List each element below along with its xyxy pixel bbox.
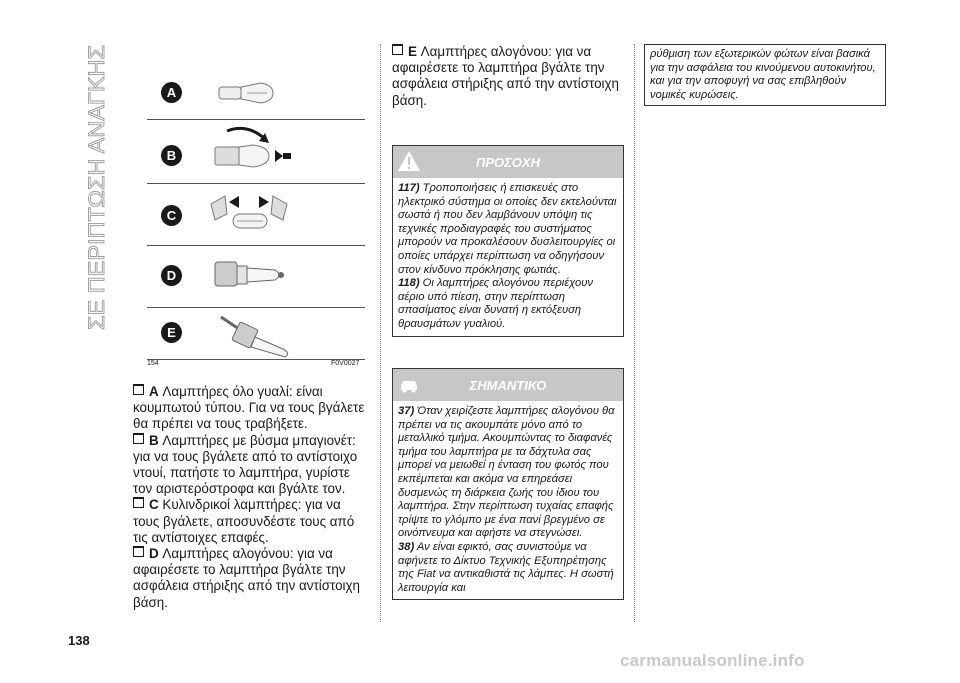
item-letter: C: [149, 497, 159, 513]
item-text: Κυλινδρικοί λαμπτήρες: για να τους βγάλετε, αποσυνδέστε τους από τις αντίστοιχες επαφές.: [133, 497, 355, 545]
important-text: Αν είναι εφικτό, σας συνιστούμε να αφήνετε το Δίκτυο Τεχνικής Εξυπηρέτησης της Fiat να αντικαθιστά τις λάμπες. Η σωστή λειτουργία και: [398, 540, 614, 594]
item-letter: D: [149, 546, 159, 562]
halogen-bulb-d-icon: [209, 250, 309, 306]
important-text: Όταν χειρίζεστε λαμπτήρες αλογόνου θα πρέπει να τις ακουμπάτε μόνο από το μεταλλικό τμήμα. Ακουμπώντας το διαφανές τμήμα του λαμπτήρα με τα δάχτυλα σας μπορεί να μειωθεί η ένταση του φωτός που εκπέμπεται και ακόμα να επηρεάσει δυσμενώς τη διάρκεια ζωής του ίδιου του λαμπτήρα. Στην περίπτωση τυχαίας επαφής τρίψτε το γλόμπο με ένα πανί βρεγμένο σε οινόπνευμα και αφήστε να στεγνώσει.: [398, 405, 615, 540]
item-text: Λαμπτήρες αλογόνου: για να αφαιρέσετε το λαμπτήρα βγάλτε την ασφάλεια στήριξης από την αντίστοιχη βάση.: [392, 44, 620, 108]
item-e: [392, 44, 624, 109]
figure-divider: [147, 245, 365, 246]
continued-text: ρύθμιση των εξωτερικών φώτων είναι βασικά για την ασφάλεια του κινούμενου αυτοκινήτου, και για την αποφυγή να σας επιβληθούν νομικές κυρώσεις.: [650, 48, 876, 101]
bullet-square-icon: [133, 433, 144, 444]
figure-divider: [147, 307, 365, 308]
important-header: [393, 369, 623, 401]
important-title: ΣΗΜΑΝΤΙΚΟ: [469, 378, 547, 393]
bullet-square-icon: [392, 44, 403, 55]
note-number: 117): [398, 182, 420, 194]
caution-body: [393, 178, 623, 336]
figure-divider: [147, 183, 365, 184]
halogen-bulb-e-icon: [213, 309, 313, 359]
item-b: [133, 433, 369, 498]
column-divider: [634, 44, 635, 622]
bullet-square-icon: [133, 546, 144, 557]
bulb-types-figure: [147, 55, 365, 360]
item-text: Λαμπτήρες με βύσμα μπαγιονέτ: για να τους βγάλετε από το αντίστοιχο ντουί, πατήστε το λαμπτήρα, γυρίστε τον αριστερόστροφα και βγάλτε τον.: [133, 432, 358, 497]
bullet-square-icon: [133, 497, 144, 508]
item-text: Λαμπτήρες όλο γυαλί: είναι κουμπωτού τύπου. Για να τους βγάλετε θα πρέπει να τους τραβήξετε.: [133, 384, 365, 432]
item-c: [133, 497, 369, 546]
figure-label-d: D: [161, 265, 182, 286]
figure-label-e: E: [161, 322, 182, 343]
wedge-bulb-icon: [213, 73, 303, 113]
bayonet-bulb-icon: [207, 125, 307, 181]
page-number: 138: [68, 633, 90, 648]
festoon-bulb-icon: [207, 190, 307, 240]
figure-label-a: A: [161, 82, 182, 103]
caution-header: [393, 146, 623, 178]
item-letter: E: [408, 44, 417, 59]
important-box: [392, 368, 624, 600]
figure-number: 154: [147, 360, 159, 367]
caution-text: Τροποποιήσεις ή επισκευές στο ηλεκτρικό σύστημα οι οποίες δεν εκτελούνται σωστά ή που δεν λαμβάνουν υπόψη τις τεχνικές προδιαγραφές του συστήματος μπορούν να προκαλέσουν δυσλειτουργίες οι οποίες υπάρχει περίπτωση να οδηγήσουν στον κίνδυνο πρόκλησης φωτιάς.: [398, 182, 617, 276]
caution-title: ΠΡΟΣΟΧΗ: [476, 155, 540, 170]
figure-label-c: C: [161, 205, 182, 226]
caution-box: [392, 145, 624, 337]
item-text: Λαμπτήρες αλογόνου: για να αφαιρέσετε το λαμπτήρα βγάλτε την ασφάλεια στήριξης από την αντίστοιχη βάση.: [133, 546, 361, 610]
watermark: carmanualsonline.info: [620, 651, 805, 670]
figure-label-b: B: [161, 145, 182, 166]
item-letter: A: [149, 384, 159, 399]
continued-note: [644, 44, 886, 106]
figure-divider: [147, 119, 365, 120]
column-divider: [380, 44, 381, 622]
item-letter: B: [149, 432, 159, 448]
section-title: [60, 42, 120, 332]
bullet-square-icon: [133, 384, 144, 395]
note-number: 118): [398, 277, 420, 290]
note-number: 38): [398, 540, 415, 553]
item-a: [133, 384, 369, 433]
note-number: 37): [398, 405, 415, 417]
important-body: [393, 401, 623, 599]
left-column: [133, 384, 369, 611]
section-title-text: ΣΕ ΠΕΡΙΠΤΩΣΗ ΑΝΑΓΚΗΣ: [84, 56, 109, 330]
figure-code: F0V0027: [331, 360, 360, 367]
caution-text: Οι λαμπτήρες αλογόνου περιέχουν αέριο υπό πίεση, στην περίπτωση σπασίματος είναι δυνατή η εκτόξευση θραυσμάτων γυαλιού.: [398, 277, 594, 330]
item-d: [133, 546, 369, 611]
